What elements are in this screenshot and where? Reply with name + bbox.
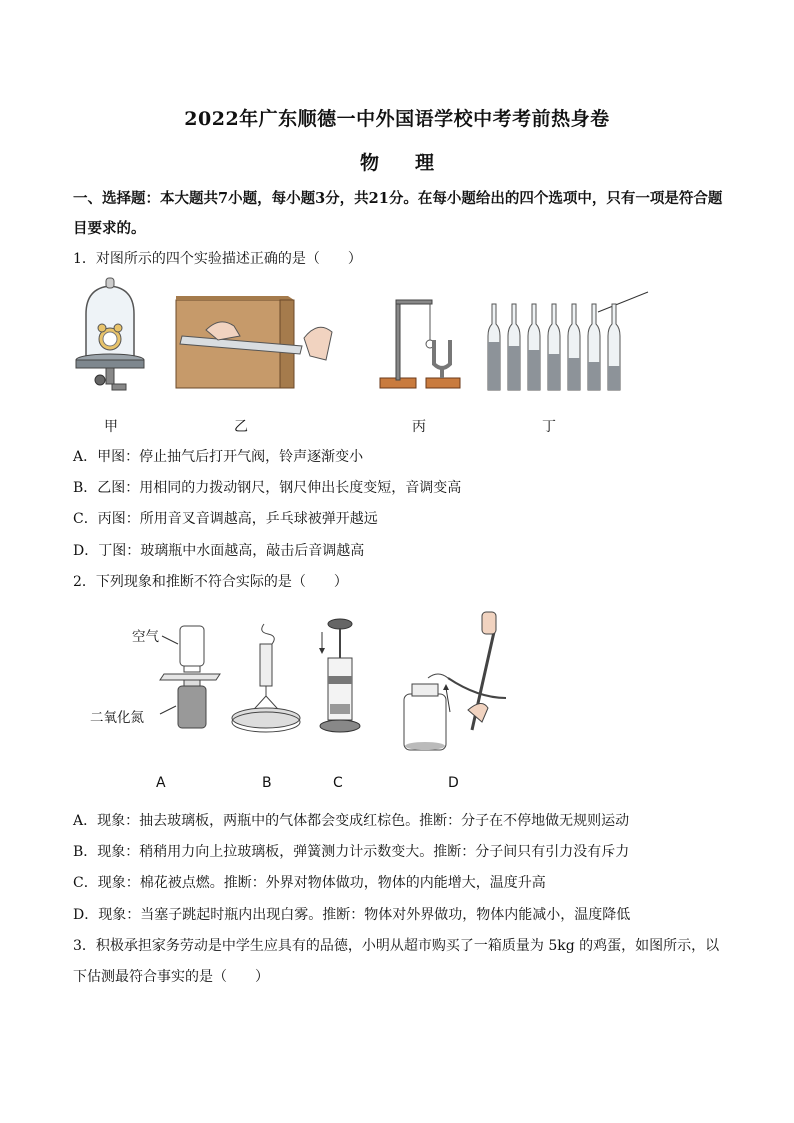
figure-caption-d: D [448,775,459,791]
bell-jar-figure [72,276,142,401]
spring-scale-figure [228,622,308,734]
gas-diffusion-figure [150,622,230,732]
q1-option-b: B．乙图：用相同的力拨动钢尺，钢尺伸出长度变短，音调变高 [73,480,462,496]
subject-title [0,148,794,175]
subject-char-2: 理 [415,152,435,174]
label-air: 空气 [132,629,159,645]
figure-caption-bing: 丙 [412,419,426,435]
figure-caption-a: A [156,775,166,791]
q2-option-d: D．现象：当塞子跳起时瓶内出现白雾。推断：物体对外界做功，物体内能减小，温度降低 [73,907,631,923]
q1-option-d: D．丁图：玻璃瓶中水面越高，敲击后音调越高 [73,543,365,559]
air-pump-bottle-figure [398,602,518,754]
glass-bottles-figure [480,290,650,394]
question-3-stem-line2: 下估测最符合事实的是（ ） [73,969,269,985]
exam-title: 2022年广东顺德一中外国语学校中考考前热身卷 [184,108,610,130]
ruler-table-figure [176,300,346,395]
question-2-stem: 2．下列现象和推断不符合实际的是（ ） [73,574,348,590]
q1-option-c: C．丙图：所用音叉音调越高，乒乓球被弹开越远 [73,511,378,527]
fire-syringe-figure [314,618,364,738]
q1-option-a: A．甲图：停止抽气后打开气阀，铃声逐渐变小 [73,449,364,465]
tuning-fork-figure [374,292,464,392]
figure-caption-yi: 乙 [234,419,248,435]
q2-option-c: C．现象：棉花被点燃。推断：外界对物体做功，物体的内能增大，温度升高 [73,875,546,891]
section-intro: 一、选择题：本大题共7小题，每小题3分，共21分。在每小题给出的四个选项中，只有一项是符合题目要求的。 [73,190,723,237]
label-no2: 二氧化氮 [90,710,144,726]
figure-caption-ding: 丁 [542,419,556,435]
question-1-stem: 1．对图所示的四个实验描述正确的是（ ） [73,251,362,267]
figure-caption-jia: 甲 [104,419,118,435]
subject-char-1: 物 [359,152,379,174]
q2-option-a: A．现象：抽去玻璃板，两瓶中的气体都会变成红棕色。推断：分子在不停地做无规则运动 [73,813,630,829]
figure-caption-c: C [333,775,343,791]
figure-caption-b: B [262,775,272,791]
q2-option-b: B．现象：稍稍用力向上拉玻璃板，弹簧测力计示数变大。推断：分子间只有引力没有斥力 [73,844,630,860]
question-3-stem-line1: 3．积极承担家务劳动是中学生应具有的品德，小明从超市购买了一箱质量为 5kg 的鸡蛋，如图所示，以 [73,938,720,954]
